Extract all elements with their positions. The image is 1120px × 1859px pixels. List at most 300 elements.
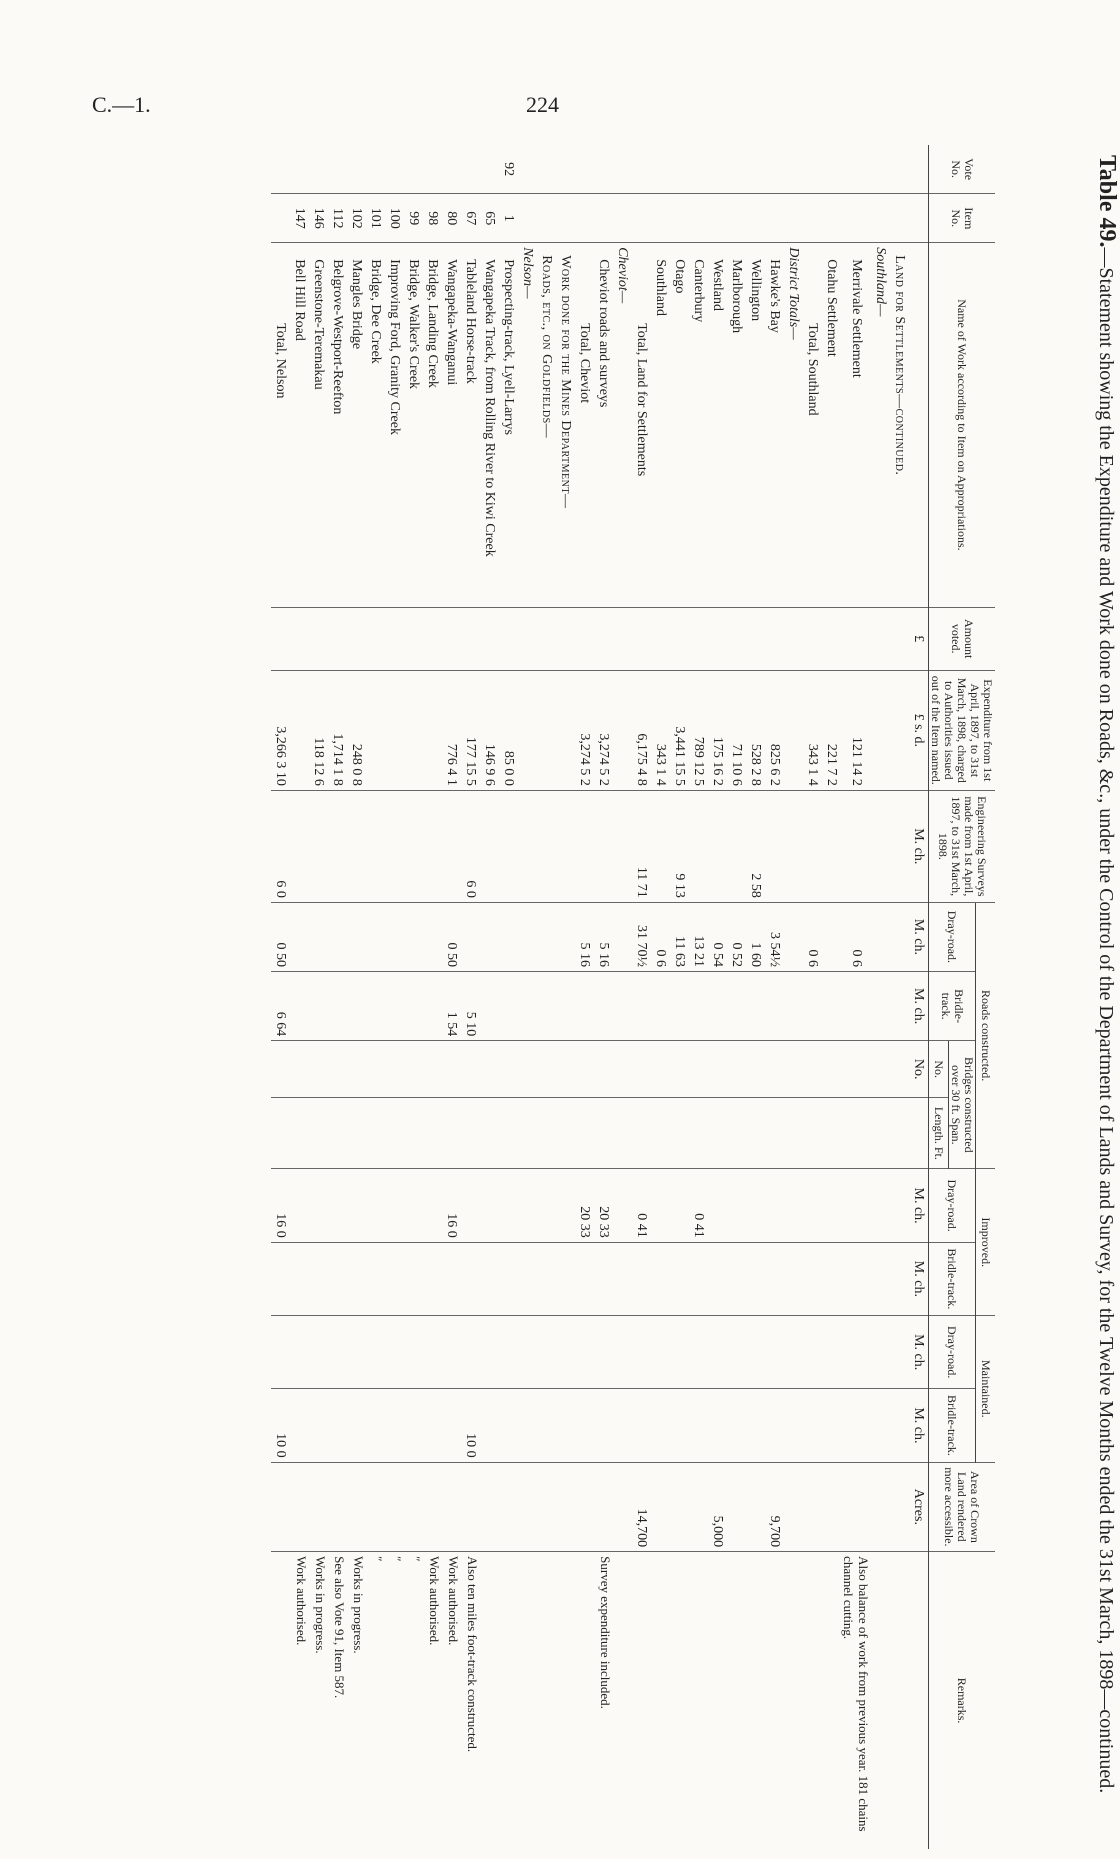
cell-remarks — [651, 1552, 670, 1849]
cell-area — [366, 1462, 385, 1552]
cell-vote — [271, 145, 290, 194]
cell-bno — [385, 1041, 404, 1098]
cell-imp-bridle — [822, 1242, 841, 1315]
cell-area — [309, 1462, 328, 1552]
cell-exp: 248 0 8 — [347, 670, 366, 790]
cell-item: 65 — [480, 194, 499, 243]
cell-main-dray — [461, 1316, 480, 1389]
cell-bridle — [366, 972, 385, 1041]
table-row — [670, 145, 689, 1849]
cell-area — [423, 1462, 442, 1552]
cell-bridle — [328, 972, 347, 1041]
header-vote-no: Vote No. — [929, 145, 996, 194]
cell-dray: 0 54 — [708, 902, 727, 971]
cell-blen — [689, 1098, 708, 1169]
cell-item: 80 — [442, 194, 461, 243]
cell-imp-bridle — [442, 1242, 461, 1315]
table-row — [727, 145, 746, 1849]
cell-blen — [651, 1098, 670, 1169]
cell-voted — [404, 607, 423, 670]
cell-name: Marlborough — [727, 243, 746, 607]
header-amount-voted: Amount voted. — [929, 607, 996, 670]
cell-bno — [461, 1041, 480, 1098]
cell-vote — [385, 145, 404, 194]
table-title — [1010, 155, 1120, 1845]
cell-area — [442, 1462, 461, 1552]
cell-imp-bridle — [575, 1242, 594, 1315]
cell-surveys — [784, 790, 803, 902]
cell-bridle — [727, 972, 746, 1041]
cell-area — [537, 1462, 556, 1552]
cell-imp-bridle — [803, 1242, 822, 1315]
cell-bno — [613, 1041, 632, 1098]
table-row-total — [575, 145, 594, 1849]
cell-dray — [784, 902, 803, 971]
cell-item: 99 — [404, 194, 423, 243]
table-row — [871, 145, 890, 1849]
cell-name: Nelson— — [518, 243, 537, 607]
cell-item: 98 — [423, 194, 442, 243]
cell-imp-dray — [708, 1169, 727, 1242]
cell-main-dray — [670, 1316, 689, 1389]
cell-dray — [890, 902, 909, 971]
cell-area: 14,700 — [632, 1462, 651, 1552]
cell-remarks: Work authorised. — [427, 1556, 442, 1646]
table-row — [890, 145, 909, 1849]
cell-vote — [670, 145, 689, 194]
cell-exp — [404, 670, 423, 790]
cell-vote — [366, 145, 385, 194]
cell-blen — [746, 1098, 765, 1169]
unit-imp-dray: M. ch. — [909, 1169, 929, 1242]
cell-exp: 71 10 6 — [727, 670, 746, 790]
cell-bridle — [651, 972, 670, 1041]
cell-blen — [803, 1098, 822, 1169]
cell-imp-bridle — [784, 1242, 803, 1315]
cell-dray — [822, 902, 841, 971]
cell-imp-bridle — [271, 1242, 290, 1315]
cell-main-dray — [632, 1316, 651, 1389]
cell-voted — [632, 607, 651, 670]
cell-area — [290, 1462, 309, 1552]
cell-dray: 1 60 — [746, 902, 765, 971]
cell-exp: 789 12 5 — [689, 670, 708, 790]
cell-bridle — [803, 972, 822, 1041]
cell-dray: 0 6 — [841, 902, 871, 971]
table-row — [556, 145, 575, 1849]
cell-remarks: Also balance of work from previous year. 181 chains channel cutting. — [841, 1556, 871, 1832]
cell-name: Mangles Bridge — [347, 243, 366, 607]
page-number: 224 — [526, 92, 559, 117]
cell-name: Westland — [708, 243, 727, 607]
cell-imp-bridle — [613, 1242, 632, 1315]
cell-bno — [271, 1041, 290, 1098]
cell-imp-bridle — [309, 1242, 328, 1315]
cell-bno — [537, 1041, 556, 1098]
cell-vote — [841, 145, 871, 194]
cell-dray: 0 52 — [727, 902, 746, 971]
cell-name: Land for Settlements—continued. — [890, 243, 909, 607]
cell-surveys — [594, 790, 613, 902]
unit-bridle: M. ch. — [909, 972, 929, 1041]
header-bridges: Bridges constructed over 30 ft. Span. — [949, 1041, 976, 1169]
cell-dray: 3 54½ — [765, 902, 784, 971]
cell-voted — [290, 607, 309, 670]
cell-imp-dray: 16 0 — [271, 1169, 290, 1242]
cell-bridle — [841, 972, 871, 1041]
table-row — [746, 145, 765, 1849]
cell-exp — [871, 670, 890, 790]
cell-main-bridle — [328, 1389, 347, 1462]
cell-voted — [556, 607, 575, 670]
cell-blen — [575, 1098, 594, 1169]
cell-dray: 0 6 — [651, 902, 670, 971]
cell-main-dray — [518, 1316, 537, 1389]
cell-imp-dray — [404, 1169, 423, 1242]
cell-main-bridle — [499, 1389, 518, 1462]
cell-vote — [594, 145, 613, 194]
cell-imp-dray — [746, 1169, 765, 1242]
cell-name: Bridge, Walker's Creek — [404, 243, 423, 607]
cell-main-bridle — [442, 1389, 461, 1462]
cell-name: Hawke's Bay — [765, 243, 784, 607]
cell-area — [784, 1462, 803, 1552]
cell-main-dray — [651, 1316, 670, 1389]
cell-voted — [871, 607, 890, 670]
cell-exp — [366, 670, 385, 790]
cell-imp-dray — [328, 1169, 347, 1242]
cell-vote — [518, 145, 537, 194]
cell-imp-bridle — [499, 1242, 518, 1315]
cell-name: Roads, etc., on Goldfields— — [537, 243, 556, 607]
cell-name: Bridge, Dee Creek — [366, 243, 385, 607]
cell-vote — [556, 145, 575, 194]
cell-name: Cheviot— — [613, 243, 632, 607]
cell-name: Wellington — [746, 243, 765, 607]
cell-area — [890, 1462, 909, 1552]
cell-main-bridle — [784, 1389, 803, 1462]
cell-bno — [366, 1041, 385, 1098]
cell-main-dray — [556, 1316, 575, 1389]
cell-vote — [461, 145, 480, 194]
cell-bno — [518, 1041, 537, 1098]
header-expenditure: Expenditure from 1st April, 1897, to 31st March, 1898, charged to Authorities issued out of the Item named. — [929, 670, 996, 790]
cell-voted — [423, 607, 442, 670]
cell-main-dray — [366, 1316, 385, 1389]
cell-surveys — [404, 790, 423, 902]
cell-vote — [871, 145, 890, 194]
cell-exp: 343 1 4 — [651, 670, 670, 790]
cell-blen — [404, 1098, 423, 1169]
cell-main-dray — [708, 1316, 727, 1389]
cell-dray: 0 6 — [803, 902, 822, 971]
table-row-total — [271, 145, 290, 1849]
cell-exp: 776 4 1 — [442, 670, 461, 790]
cell-dray: 5 16 — [594, 902, 613, 971]
cell-dray — [309, 902, 328, 971]
header-maintained-dray: Dray-road. — [929, 1316, 976, 1389]
cell-bno — [328, 1041, 347, 1098]
cell-vote — [537, 145, 556, 194]
unit-main-bridle: M. ch. — [909, 1389, 929, 1462]
cell-main-dray — [575, 1316, 594, 1389]
cell-blen — [613, 1098, 632, 1169]
cell-imp-dray — [871, 1169, 890, 1242]
cell-bno — [556, 1041, 575, 1098]
table-row — [385, 145, 404, 1849]
cell-imp-bridle — [670, 1242, 689, 1315]
cell-remarks: Work authorised. — [294, 1556, 309, 1646]
cell-item — [651, 194, 670, 243]
cell-voted — [746, 607, 765, 670]
cell-name: Bridge, Landing Creek — [423, 243, 442, 607]
cell-remarks: ″ — [389, 1556, 404, 1562]
table-row — [461, 145, 480, 1849]
header-roads-constructed: Roads constructed. — [976, 902, 996, 1169]
cell-surveys — [537, 790, 556, 902]
cell-vote — [890, 145, 909, 194]
cell-imp-bridle — [890, 1242, 909, 1315]
cell-item: 1 — [499, 194, 518, 243]
cell-dray — [347, 902, 366, 971]
cell-imp-dray — [670, 1169, 689, 1242]
cell-vote — [309, 145, 328, 194]
cell-bridle — [290, 972, 309, 1041]
cell-name: Total, Nelson — [271, 243, 290, 607]
cell-main-bridle — [689, 1389, 708, 1462]
cell-main-bridle — [556, 1389, 575, 1462]
cell-vote: 92 — [499, 145, 518, 194]
cell-remarks — [784, 1552, 803, 1849]
cell-voted — [347, 607, 366, 670]
cell-dray — [461, 902, 480, 971]
cell-remarks: Also ten miles foot-track constructed. — [465, 1556, 480, 1753]
cell-item — [890, 194, 909, 243]
cell-name: Canterbury — [689, 243, 708, 607]
cell-bno — [499, 1041, 518, 1098]
cell-bno — [575, 1041, 594, 1098]
cell-main-bridle — [651, 1389, 670, 1462]
cell-surveys — [499, 790, 518, 902]
cell-name: Tableland Horse-track — [461, 243, 480, 607]
cell-main-dray — [803, 1316, 822, 1389]
cell-voted — [271, 607, 290, 670]
cell-voted — [841, 607, 871, 670]
cell-bno — [309, 1041, 328, 1098]
unit-imp-bridle: M. ch. — [909, 1242, 929, 1315]
cell-area — [841, 1462, 871, 1552]
cell-remarks: ″ — [408, 1556, 423, 1562]
cell-bridle — [480, 972, 499, 1041]
header-area-crown-land: Area of Crown Land rendered more accessible. — [929, 1462, 996, 1552]
cell-imp-dray: 20 33 — [575, 1169, 594, 1242]
cell-imp-dray — [537, 1169, 556, 1242]
cell-vote — [632, 145, 651, 194]
header-roads-dray: Dray-road. — [929, 902, 976, 971]
cell-item: 146 — [309, 194, 328, 243]
cell-bridle: 6 64 — [271, 972, 290, 1041]
cell-name: Merrivale Settlement — [841, 243, 871, 607]
cell-exp — [537, 670, 556, 790]
table-number: Table 49. — [1094, 155, 1120, 248]
unit-surveys: M. ch. — [909, 790, 929, 902]
cell-voted — [890, 607, 909, 670]
cell-main-dray — [689, 1316, 708, 1389]
cell-voted — [822, 607, 841, 670]
cell-surveys — [890, 790, 909, 902]
cell-imp-bridle — [765, 1242, 784, 1315]
cell-bridle — [537, 972, 556, 1041]
cell-bno — [290, 1041, 309, 1098]
cell-name: Prospecting-track, Lyell-Larrys — [499, 243, 518, 607]
cell-exp: 3,441 15 5 — [670, 670, 689, 790]
cell-imp-bridle — [518, 1242, 537, 1315]
table-row — [442, 145, 461, 1849]
table-row — [765, 145, 784, 1849]
cell-blen — [556, 1098, 575, 1169]
cell-main-dray — [841, 1316, 871, 1389]
cell-vote — [290, 145, 309, 194]
rotated-page-content — [100, 145, 1120, 1849]
cell-item — [556, 194, 575, 243]
cell-main-bridle — [385, 1389, 404, 1462]
table-row — [290, 145, 309, 1849]
cell-dray — [613, 902, 632, 971]
cell-bridle — [871, 972, 890, 1041]
cell-item — [271, 194, 290, 243]
cell-main-dray — [309, 1316, 328, 1389]
cell-surveys — [871, 790, 890, 902]
cell-imp-dray — [803, 1169, 822, 1242]
cell-blen — [328, 1098, 347, 1169]
cell-imp-bridle — [366, 1242, 385, 1315]
statement-table — [271, 145, 995, 1849]
cell-main-dray — [746, 1316, 765, 1389]
cell-vote — [613, 145, 632, 194]
cell-bridle — [309, 972, 328, 1041]
cell-item — [613, 194, 632, 243]
cell-area — [651, 1462, 670, 1552]
cell-vote — [480, 145, 499, 194]
cell-blen — [480, 1098, 499, 1169]
cell-voted — [670, 607, 689, 670]
cell-area — [822, 1462, 841, 1552]
cell-imp-dray — [727, 1169, 746, 1242]
cell-imp-dray — [822, 1169, 841, 1242]
cell-surveys — [841, 790, 871, 902]
cell-item — [765, 194, 784, 243]
cell-area: 9,700 — [765, 1462, 784, 1552]
cell-bridle — [499, 972, 518, 1041]
cell-bridle: 1 54 — [442, 972, 461, 1041]
cell-blen — [461, 1098, 480, 1169]
cell-item — [784, 194, 803, 243]
cell-main-bridle — [765, 1389, 784, 1462]
cell-bridle: 5 10 — [461, 972, 480, 1041]
cell-imp-bridle — [537, 1242, 556, 1315]
cell-area — [499, 1462, 518, 1552]
header-improved-bridle: Bridle-track. — [929, 1242, 976, 1315]
cell-name: Total, Southland — [803, 243, 822, 607]
cell-area — [594, 1462, 613, 1552]
cell-bridle — [613, 972, 632, 1041]
cell-blen — [784, 1098, 803, 1169]
cell-voted — [461, 607, 480, 670]
cell-bno — [765, 1041, 784, 1098]
cell-dray: 11 63 — [670, 902, 689, 971]
cell-bridle — [708, 972, 727, 1041]
cell-imp-bridle — [404, 1242, 423, 1315]
cell-remarks — [556, 1552, 575, 1849]
cell-area — [347, 1462, 366, 1552]
cell-bno — [890, 1041, 909, 1098]
cell-item — [575, 194, 594, 243]
header-improved-dray: Dray-road. — [929, 1169, 976, 1242]
cell-area — [404, 1462, 423, 1552]
cell-area — [271, 1462, 290, 1552]
cell-bridle — [385, 972, 404, 1041]
unit-exp: £ s. d. — [909, 670, 929, 790]
cell-imp-dray — [890, 1169, 909, 1242]
cell-surveys — [366, 790, 385, 902]
cell-item — [537, 194, 556, 243]
cell-exp: 528 2 8 — [746, 670, 765, 790]
cell-imp-bridle — [708, 1242, 727, 1315]
cell-dray — [385, 902, 404, 971]
header-remarks: Remarks. — [929, 1552, 996, 1849]
cell-bridle — [765, 972, 784, 1041]
cell-exp — [518, 670, 537, 790]
cell-imp-bridle — [594, 1242, 613, 1315]
cell-exp: 6,175 4 8 — [632, 670, 651, 790]
table-row — [499, 145, 518, 1849]
cell-bridle — [404, 972, 423, 1041]
cell-vote — [442, 145, 461, 194]
cell-remarks — [890, 1552, 909, 1849]
cell-remarks: Works in progress. — [351, 1556, 366, 1654]
cell-imp-bridle — [727, 1242, 746, 1315]
cell-remarks — [480, 1552, 499, 1849]
cell-bridle — [594, 972, 613, 1041]
cell-dray — [499, 902, 518, 971]
cell-imp-dray — [385, 1169, 404, 1242]
cell-remarks — [871, 1552, 890, 1849]
cell-blen — [423, 1098, 442, 1169]
cell-main-bridle — [366, 1389, 385, 1462]
cell-bridle — [746, 972, 765, 1041]
cell-blen — [708, 1098, 727, 1169]
cell-exp — [423, 670, 442, 790]
cell-bno — [822, 1041, 841, 1098]
cell-surveys — [328, 790, 347, 902]
cell-remarks: See also Vote 91, Item 587. — [332, 1556, 347, 1699]
cell-surveys — [651, 790, 670, 902]
cell-imp-bridle — [290, 1242, 309, 1315]
table-row — [822, 145, 841, 1849]
cell-bno — [404, 1041, 423, 1098]
cell-dray — [480, 902, 499, 971]
cell-main-bridle — [423, 1389, 442, 1462]
cell-vote — [803, 145, 822, 194]
cell-main-bridle — [670, 1389, 689, 1462]
cell-remarks: Work authorised. — [446, 1556, 461, 1646]
cell-main-bridle — [632, 1389, 651, 1462]
cell-voted — [613, 607, 632, 670]
cell-main-bridle — [309, 1389, 328, 1462]
cell-main-dray — [271, 1316, 290, 1389]
cell-area — [518, 1462, 537, 1552]
cell-item — [871, 194, 890, 243]
